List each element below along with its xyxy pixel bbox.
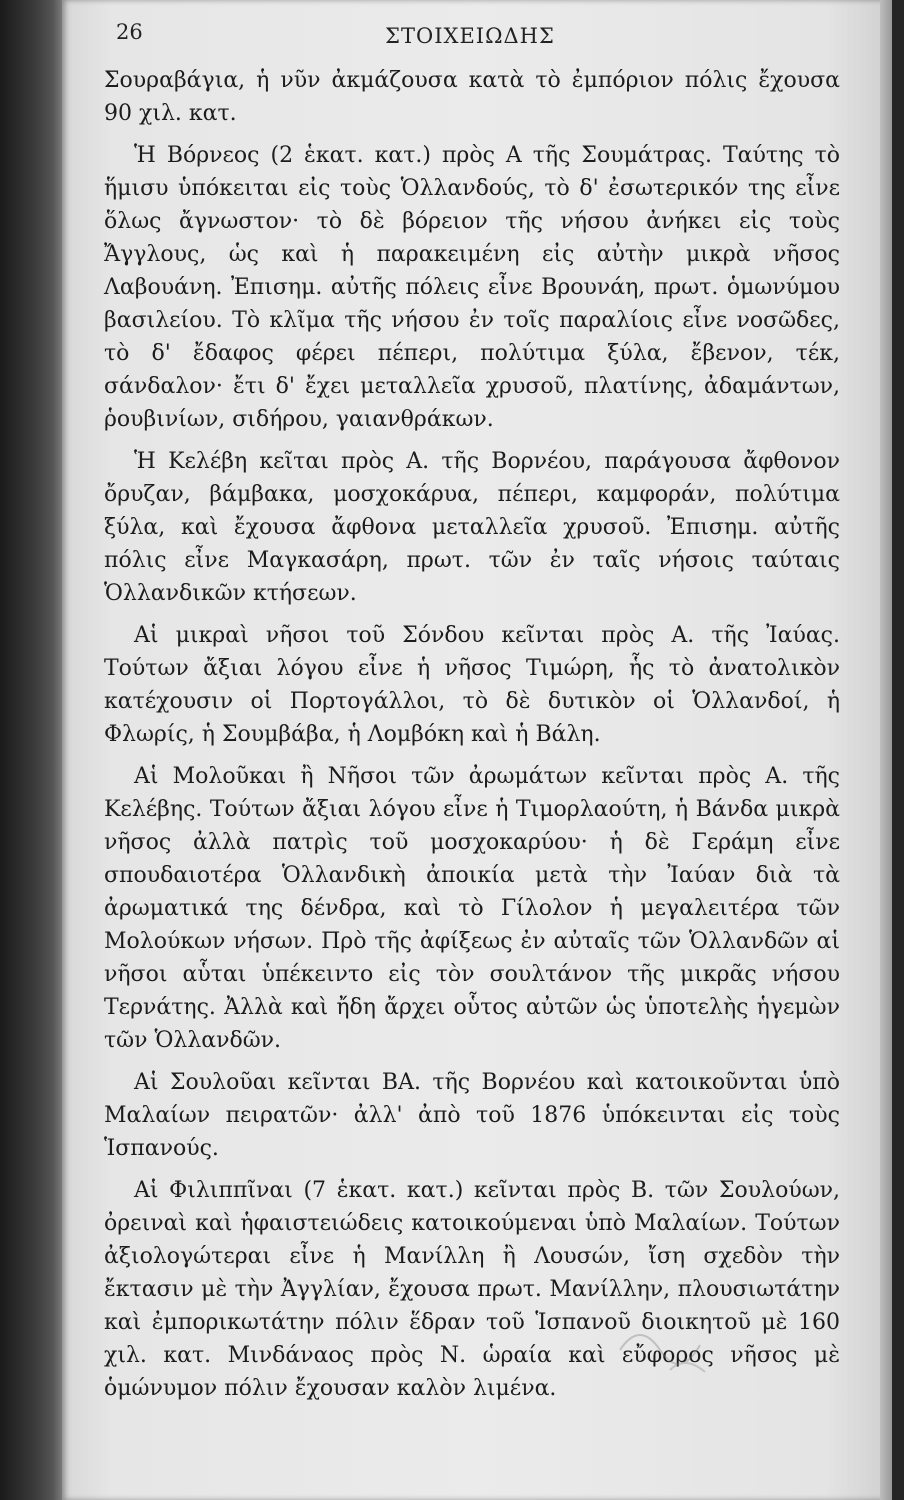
pencil-mark (610, 1310, 730, 1390)
page-header (110, 18, 830, 58)
book-binding-shadow (0, 0, 62, 1500)
body-text (104, 64, 840, 1414)
paragraph-moluccas: Αἱ Μολοῦκαι ἢ Νῆσοι τῶν ἀρωμάτων κεῖνται πρὸς Α. τῆς Κελέβης. Τούτων ἄξιαι λόγου εἶνε ἡ Τιμορλαούτη, ἡ Βάνδα μικρὰ νῆσος ἀλλὰ πατρὶς τοῦ μοσχοκαρύου· ἡ δὲ Γεράμη εἶνε σπουδαιοτέρα Ὁλλανδικὴ ἀποικία μετὰ τὴν Ἰαύαν διὰ τὰ ἀρωματικά της δένδρα, καὶ τὸ Γίλολον ἡ μεγαλειτέρα τῶν Μολούκων νήσων. Πρὸ τῆς ἀφίξεως ἐν αὐταῖς τῶν Ὁλλανδῶν αἱ νῆσοι αὗται ὑπέκειντο εἰς τὸν σουλτάνον τῆς μικρᾶς νήσου Τερνάτης. Ἀλλὰ καὶ ἤδη ἄρχει οὗτος αὐτῶν ὡς ὑποτελὴς ἡγεμὼν τῶν Ὁλλανδῶν. (104, 764, 840, 1053)
running-title: ΣΤΟΙΧΕΙΩΔΗΣ (385, 24, 555, 48)
page-number: 26 (116, 20, 143, 44)
paragraph-philippines: Αἱ Φιλιππῖναι (7 ἑκατ. κατ.) κεῖνται πρὸς Β. τῶν Σουλούων, ὀρειναὶ καὶ ἡφαιστειώδεις κατοικούμεναι ὑπὸ Μαλαίων. Τούτων ἀξιολογώτεραι εἶνε ἡ Μανίλλη ἢ Λουσών, ἴση σχεδὸν τὴν ἔκτασιν μὲ τὴν Ἀγγλίαν, ἔχουσα πρωτ. Μανίλλην, πλουσιωτάτην καὶ ἐμπορικωτάτην πόλιν ἕδραν τοῦ Ἱσπανοῦ διοικητοῦ μὲ 160 χιλ. κατ. Μινδάναος πρὸς Ν. ὡραία καὶ εὔφορος νῆσος μὲ ὁμώνυμον πόλιν ἔχουσαν καλὸν λιμένα. (104, 1178, 840, 1401)
paragraph-sulu: Αἱ Σουλοῦαι κεῖνται ΒΑ. τῆς Βορνέου καὶ κατοικοῦνται ὑπὸ Μαλαίων πειρατῶν· ἀλλ' ἀπὸ τοῦ 1876 ὑπόκεινται εἰς τοὺς Ἱσπανούς. (104, 1070, 840, 1161)
page-edge (880, 0, 892, 1500)
paragraph-surabaya: Σουραβάγια, ἡ νῦν ἀκμάζουσα κατὰ τὸ ἐμπόριον πόλις ἔχουσα 90 χιλ. κατ. (104, 68, 840, 126)
paragraph-borneo: Ἡ Βόρνεος (2 ἑκατ. κατ.) πρὸς Α τῆς Σουμάτρας. Ταύτης τὸ ἥμισυ ὑπόκειται εἰς τοὺς Ὁλλανδούς, τὸ δ' ἐσωτερικόν της εἶνε ὅλως ἄγνωστον· τὸ δὲ βόρειον τῆς νήσου ἀνήκει εἰς τοὺς Ἄγγλους, ὡς καὶ ἡ παρακειμένη εἰς αὐτὴν μικρὰ νῆσος Λαβουάνη. Ἐπισημ. αὐτῆς πόλεις εἶνε Βρουνάη, πρωτ. ὁμωνύμου βασιλείου. Τὸ κλῖμα τῆς νήσου ἐν τοῖς παραλίοις εἶνε νοσῶδες, τὸ δ' ἔδαφος φέρει πέπερι, πολύτιμα ξύλα, ἔβενον, τέκ, σάνδαλον· ἔτι δ' ἔχει μεταλλεῖα χρυσοῦ, πλατίνης, ἀδαμάντων, ῥουβινίων, σιδήρου, γαιανθράκων. (104, 143, 840, 432)
paragraph-sunda-islands: Αἱ μικραὶ νῆσοι τοῦ Σόνδου κεῖνται πρὸς Α. τῆς Ἰαύας. Τούτων ἄξιαι λόγου εἶνε ἡ νῆσος Τιμώρη, ἧς τὸ ἀνατολικὸν κατέχουσιν οἱ Πορτογάλλοι, τὸ δὲ δυτικὸν οἱ Ὁλλανδοί, ἡ Φλωρίς, ἡ Σουμβάβα, ἡ Λομβόκη καὶ ἡ Βάλη. (104, 623, 840, 747)
paragraph-celebes: Ἡ Κελέβη κεῖται πρὸς Α. τῆς Βορνέου, παράγουσα ἄφθονον ὄρυζαν, βάμβακα, μοσχοκάρυα, πέπερι, καμφοράν, πολύτιμα ξύλα, καὶ ἔχουσα ἄφθονα μεταλλεῖα χρυσοῦ. Ἐπισημ. αὐτῆς πόλις εἶνε Μαγκασάρη, πρωτ. τῶν ἐν ταῖς νήσοις ταύταις Ὁλλανδικῶν κτήσεων. (104, 449, 840, 606)
